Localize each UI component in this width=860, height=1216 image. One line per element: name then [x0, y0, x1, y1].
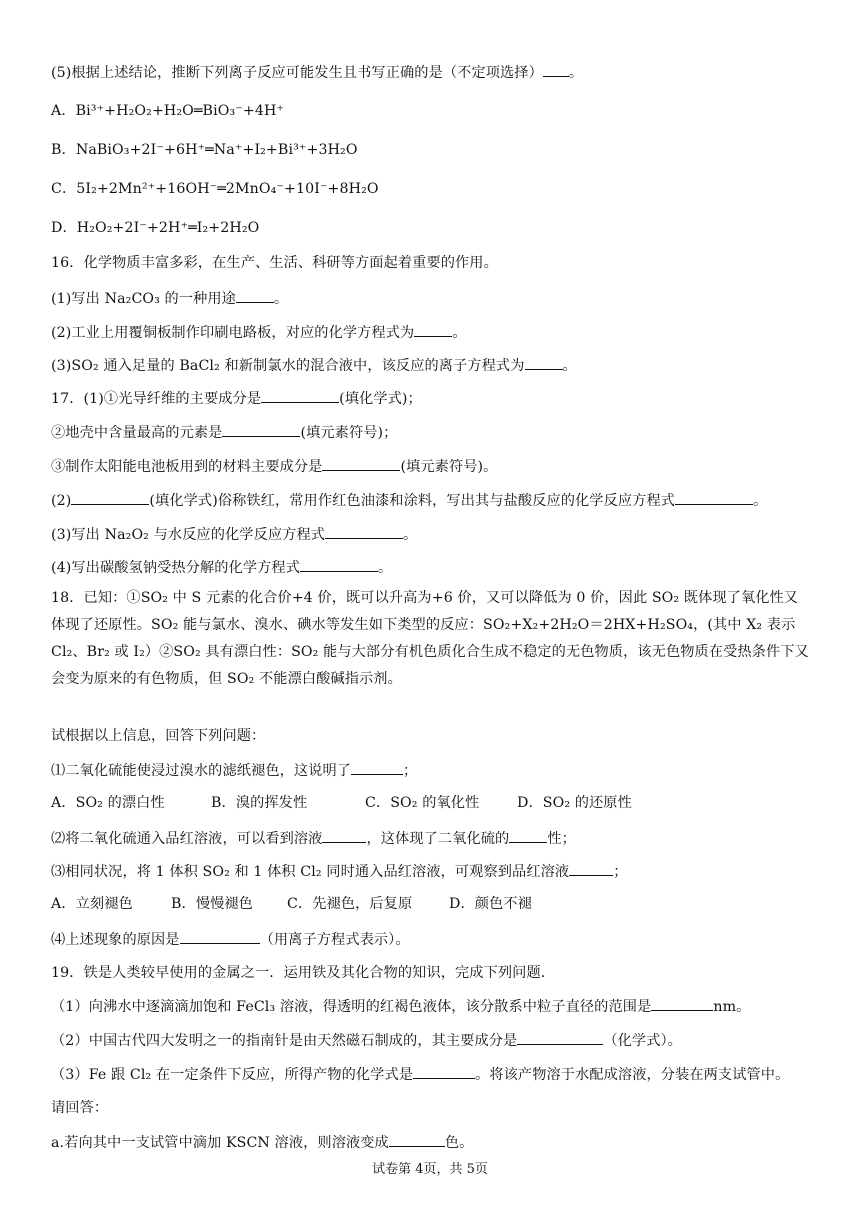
q17-part1-3: ③制作太阳能电池板用到的材料主要成分是 (填元素符号)。: [51, 456, 820, 477]
q18-sub3-option-b: B．慢慢褪色: [171, 896, 253, 912]
q18-sub1-option-b: B．溴的挥发性: [211, 795, 308, 811]
answer-blank[interactable]: [322, 828, 366, 843]
q19-part3: （3）Fe 跟 Cl₂ 在一定条件下反应，所得产物的化学式是 。将该产物溶于水配成溶液，分装在两支试管中。: [51, 1064, 820, 1085]
q18-sub4: ⑷上述现象的原因是 （用离子方程式表示）。: [51, 929, 820, 950]
q15-5-option-c: C．5I₂+2Mn²⁺+16OH⁻═2MnO₄⁻+10I⁻+8H₂O: [51, 181, 379, 197]
answer-blank[interactable]: [180, 929, 260, 944]
q17-part4: (4)写出碳酸氢钠受热分解的化学方程式 。: [51, 557, 820, 578]
answer-blank[interactable]: [651, 996, 713, 1011]
q19-part2: （2）中国古代四大发明之一的指南针是由天然磁石制成的，其主要成分是 （化学式）。: [51, 1030, 820, 1051]
answer-blank[interactable]: [322, 456, 400, 471]
q18-sub1-option-c: C．SO₂ 的氧化性: [365, 795, 480, 811]
answer-blank[interactable]: [413, 1064, 475, 1079]
page-footer: 试卷第 4页，共 5页: [372, 1162, 488, 1177]
q15-5-option-d: D．H₂O₂+2I⁻+2H⁺═I₂+2H₂O: [51, 220, 260, 236]
answer-blank[interactable]: [675, 490, 753, 505]
q18-sub1-option-d: D．SO₂ 的还原性: [517, 795, 632, 811]
q16-part3: (3)SO₂ 通入足量的 BaCl₂ 和新制氯水的混合液中，该反应的离子方程式为 。: [51, 355, 820, 376]
q18-sub3-options: [51, 894, 820, 914]
q19-stem: 19．铁是人类较早使用的金属之一．运用铁及其化合物的知识，完成下列问题．: [51, 965, 556, 981]
q15-5-option-a: A．Bi³⁺+H₂O₂+H₂O═BiO₃⁻+4H⁺: [51, 103, 285, 119]
answer-blank[interactable]: [71, 490, 149, 505]
q18-sub1-options: [51, 793, 820, 813]
q17-part1: 17．(1)①光导纤维的主要成分是 (填化学式)；: [51, 388, 820, 409]
q18-sub3-option-c: C．先褪色，后复原: [287, 896, 413, 912]
q18-sub2: ⑵将二氧化硫通入品红溶液，可以看到溶液 ，这体现了二氧化硫的 性；: [51, 828, 820, 849]
answer-blank[interactable]: [525, 355, 563, 370]
q18-sub3: ⑶相同状况，将 1 体积 SO₂ 和 1 体积 Cl₂ 同时通入品红溶液，可观察到品红溶液 ；: [51, 861, 820, 882]
q19-prompt: 请回答：: [51, 1100, 109, 1116]
q19-part-a: a.若向其中一支试管中滴加 KSCN 溶液，则溶液变成 色。: [51, 1132, 820, 1153]
q18-sub1: ⑴二氧化硫能使浸过溴水的滤纸褪色，这说明了 ；: [51, 760, 820, 781]
q17-part2: (2) (填化学式)俗称铁红，常用作红色油漆和涂料，写出其与盐酸反应的化学反应方程式 。: [51, 490, 820, 511]
q15-5-stem: (5)根据上述结论，推断下列离子反应可能发生且书写正确的是（不定项选择） 。: [51, 62, 820, 83]
answer-blank[interactable]: [325, 524, 403, 539]
answer-blank[interactable]: [236, 288, 274, 303]
q17-part3: (3)写出 Na₂O₂ 与水反应的化学反应方程式 。: [51, 524, 820, 545]
q15-5-option-b: B．NaBiO₃+2I⁻+6H⁺═Na⁺+I₂+Bi³⁺+3H₂O: [51, 142, 358, 158]
answer-blank[interactable]: [517, 1030, 603, 1045]
q18-sub3-option-a: A．立刻褪色: [51, 896, 133, 912]
q18-paragraph: 18．已知：①SO₂ 中 S 元素的化合价+4 价，既可以升高为+6 价，又可以降低为 0 价，因此 SO₂ 既体现了氧化性又体现了还原性。SO₂ 能与氯水、溴水、碘水等发生如下类型的反应：SO₂+X₂+2H₂O＝2HX+H₂SO₄，(其中 X₂ 表示 Cl₂、Br₂ 或 I₂）②SO₂ 具有漂白性：SO₂ 能与大部分有机色质化合生成不稳定的无色物质，该无色物质在受热条件下又会变为原来的有色物质，但 SO₂ 不能漂白酸碱指示剂。: [51, 590, 809, 687]
answer-blank[interactable]: [222, 422, 300, 437]
q17-part1-2: ②地壳中含量最高的元素是 (填元素符号)；: [51, 422, 820, 443]
q16-part1: (1)写出 Na₂CO₃ 的一种用途 。: [51, 288, 820, 309]
answer-blank[interactable]: [543, 62, 569, 77]
q16-stem: 16．化学物质丰富多彩，在生产、生活、科研等方面起着重要的作用。: [51, 255, 498, 271]
q18-intro: 试根据以上信息，回答下列问题：: [51, 728, 266, 744]
answer-blank[interactable]: [300, 557, 378, 572]
answer-blank[interactable]: [509, 828, 547, 843]
answer-blank[interactable]: [389, 1132, 445, 1147]
q18-sub3-option-d: D．颜色不褪: [449, 896, 532, 912]
answer-blank[interactable]: [261, 388, 339, 403]
answer-blank[interactable]: [351, 760, 403, 775]
q18-sub1-option-a: A．SO₂ 的漂白性: [51, 795, 165, 811]
q16-part2: (2)工业上用覆铜板制作印刷电路板，对应的化学方程式为 。: [51, 322, 820, 343]
answer-blank[interactable]: [414, 322, 452, 337]
q19-part1: （1）向沸水中逐滴滴加饱和 FeCl₃ 溶液，得透明的红褐色液体，该分散系中粒子直径的范围是 nm。: [51, 996, 820, 1017]
answer-blank[interactable]: [569, 861, 613, 876]
